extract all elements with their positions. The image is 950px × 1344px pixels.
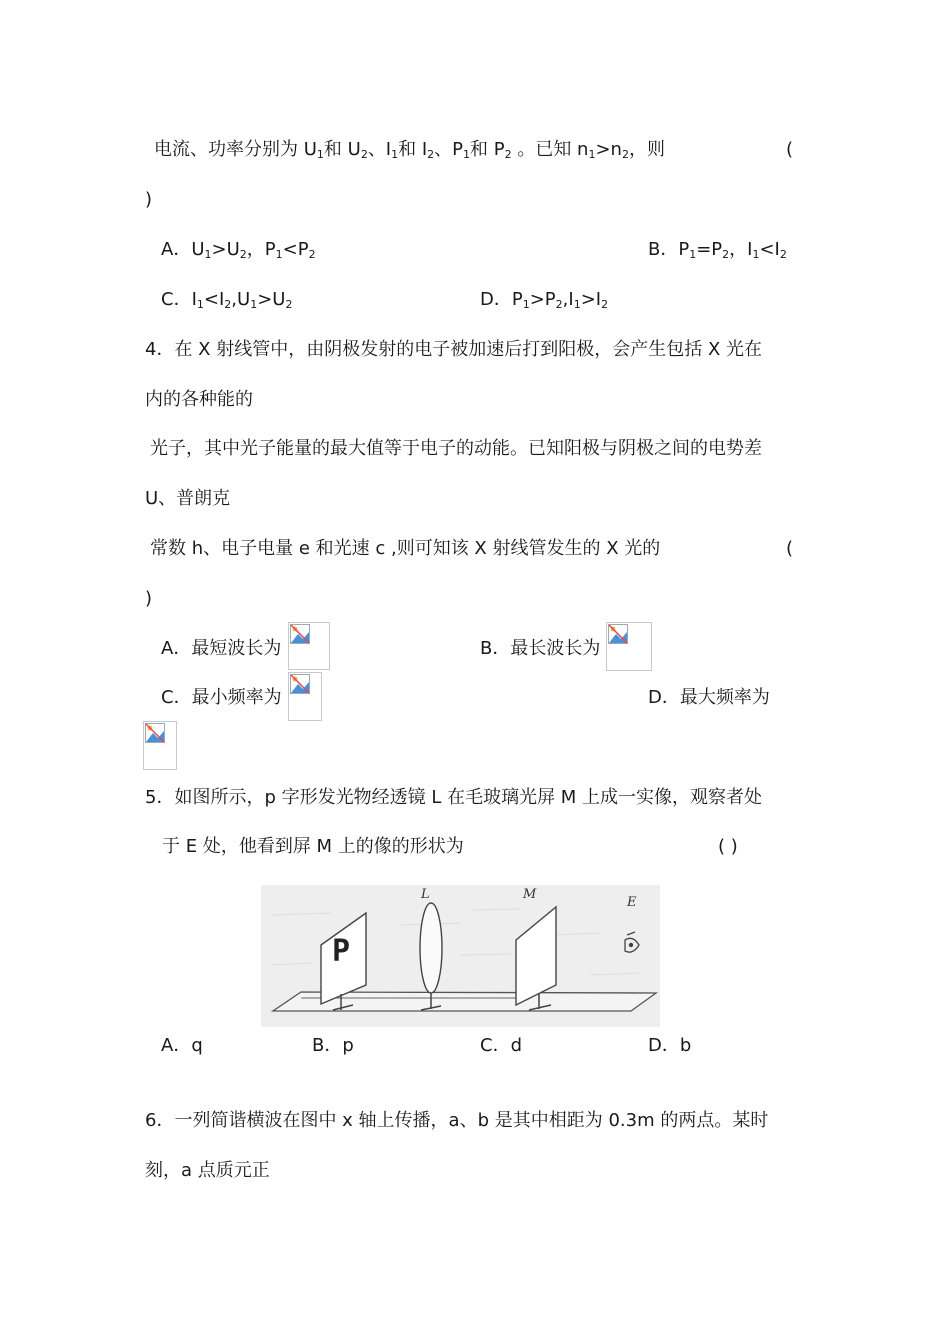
q3-answer-paren-open: ( — [786, 139, 794, 160]
figure-label-l: L — [421, 887, 430, 902]
figure-label-e: E — [627, 895, 637, 910]
figure-label-m: M — [523, 887, 537, 902]
q5-stem-line-2: 于 E 处，他看到屏 M 上的像的形状为 — [162, 836, 464, 857]
figure-letter-p: P — [332, 934, 351, 969]
q5-answer-paren: ( ) — [718, 836, 738, 857]
q5-option-c: C．d — [480, 1035, 522, 1056]
q6-stem-line-1: 6．一列简谐横波在图中 x 轴上传播，a、b 是其中相距为 0.3m 的两点。某时 — [145, 1110, 769, 1131]
q6-stem-line-2: 刻，a 点质元正 — [145, 1160, 270, 1181]
q4-stem-line-4: U、普朗克 — [145, 488, 231, 509]
q4-answer-paren-close: ) — [145, 588, 153, 609]
lens-setup-figure — [261, 885, 660, 1027]
q5-option-a: A．q — [161, 1035, 203, 1056]
q4-stem-line-5: 常数 h、电子电量 e 和光速 c ,则可知该 X 射线管发生的 X 光的 — [150, 538, 661, 559]
broken-image-icon — [606, 622, 652, 671]
q5-option-b: B．p — [312, 1035, 354, 1056]
q4-option-a: A．最短波长为 — [161, 638, 282, 659]
q3-option-c: C．$I_1<I_2,U_1>U_2$ — [161, 289, 293, 311]
q4-answer-paren-open: ( — [786, 538, 794, 559]
q5-option-d: D．b — [648, 1035, 692, 1056]
q4-option-b: B．最长波长为 — [480, 638, 601, 659]
q3-stem-line: 电流、功率分别为 $U_1$和 $U_2$、$I_1$和 $I_2$、$P_1$和 $P_2$ 。已知 $n_1>n_2$，则 — [154, 139, 665, 161]
q3-answer-paren-close: ) — [145, 189, 153, 210]
q5-stem-line-1: 5．如图所示，p 字形发光物经透镜 L 在毛玻璃光屏 M 上成一实像，观察者处 — [145, 787, 763, 808]
q3-option-a: A．$U_1>U_2$，$P_1<P_2$ — [161, 239, 316, 261]
broken-image-icon — [288, 672, 322, 721]
q3-option-d: D．$P_1>P_2,I_1>I_2$ — [480, 289, 609, 311]
q4-option-c: C．最小频率为 — [161, 687, 282, 708]
broken-image-icon — [143, 721, 177, 770]
q4-stem-line-3: 光子，其中光子能量的最大值等于电子的动能。已知阳极与阴极之间的电势差 — [150, 438, 762, 459]
q4-stem-line-1: 4．在 X 射线管中，由阴极发射的电子被加速后打到阳极，会产生包括 X 光在 — [145, 339, 762, 360]
q3-option-b: B．$P_1=P_2$，$I_1<I_2$ — [648, 239, 787, 261]
q4-stem-line-2: 内的各种能的 — [145, 389, 253, 410]
broken-image-icon — [288, 622, 330, 670]
q4-option-d: D．最大频率为 — [648, 687, 770, 708]
